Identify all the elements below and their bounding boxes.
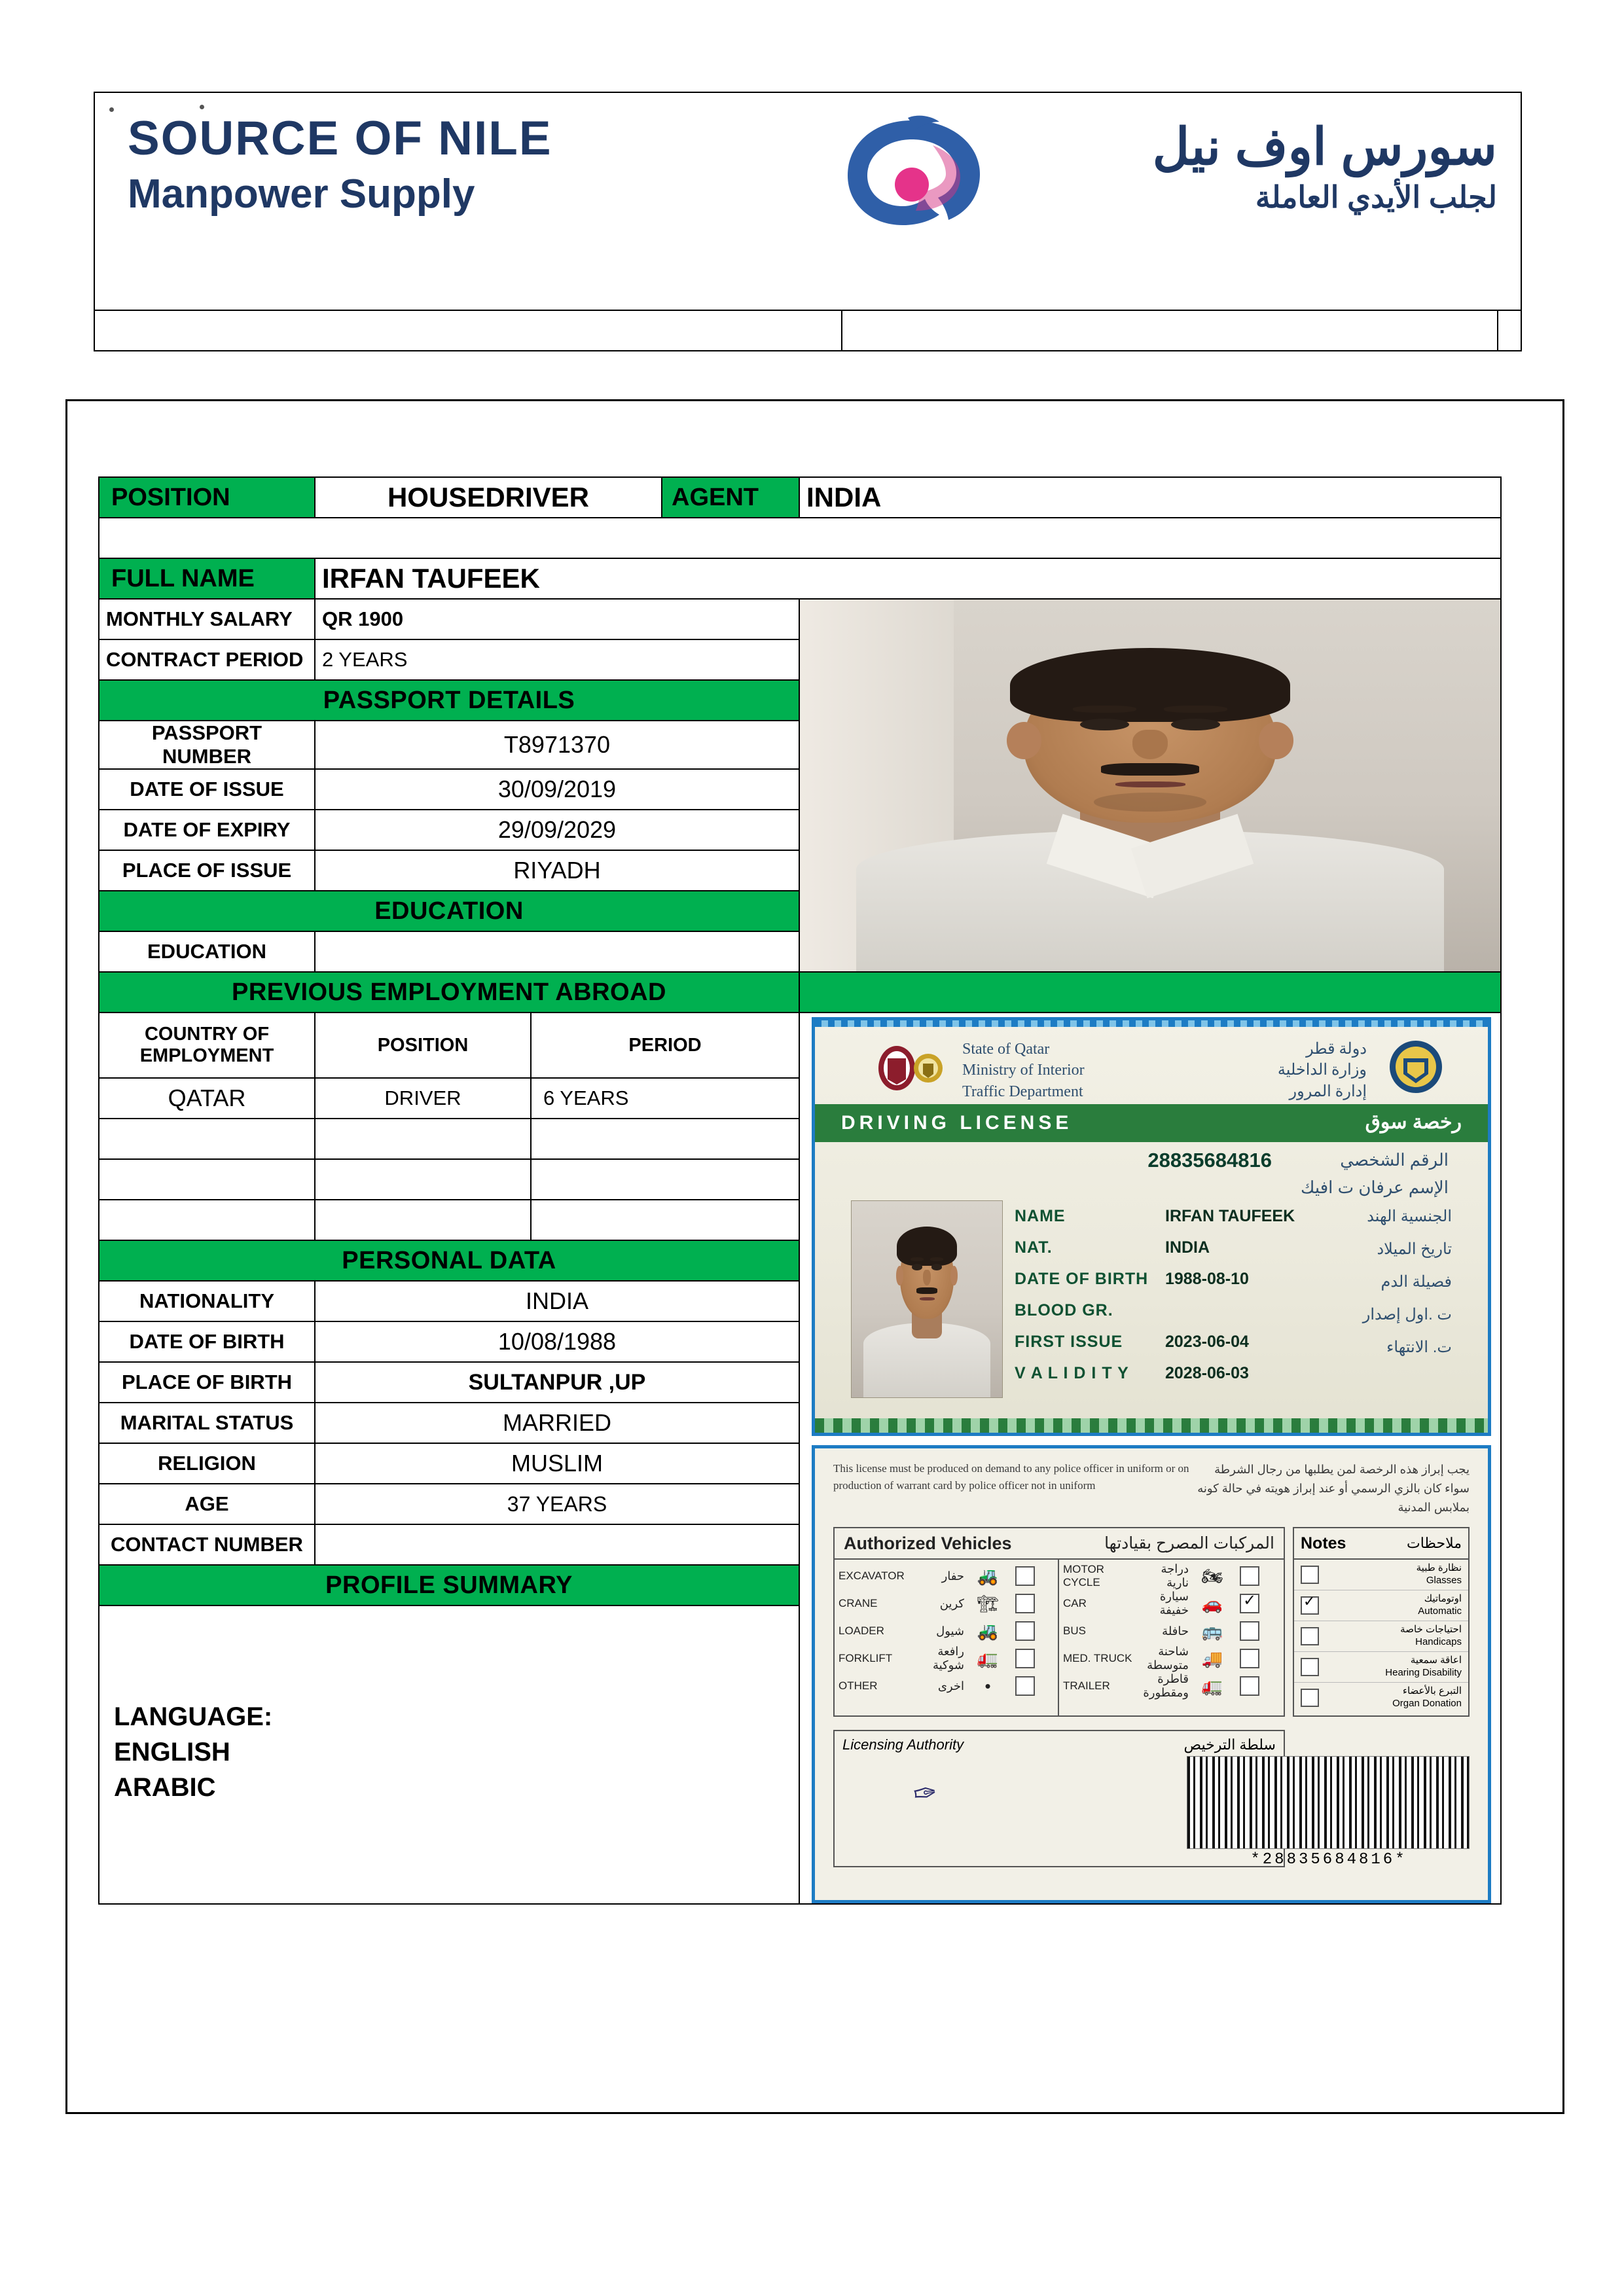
company-name-arabic-line1: سورس اوف نيل <box>1152 118 1497 175</box>
loader-icon: 🚜 <box>977 1621 999 1641</box>
note-row-hearing: اعاقة سمعية Hearing Disability <box>1294 1652 1468 1683</box>
letterhead-strip-cell-2 <box>842 311 1498 350</box>
license-field-nationality: NAT. INDIA <box>1015 1238 1210 1257</box>
marital-status-label: MARITAL STATUS <box>99 1403 315 1443</box>
prev-employment-position-2 <box>315 1119 531 1159</box>
glasses-checkbox[interactable] <box>1301 1566 1319 1584</box>
crane-icon: 🏗 <box>977 1593 999 1613</box>
profile-summary-body <box>99 1605 799 1904</box>
barcode-graphic <box>1187 1756 1470 1849</box>
license-field-blood-group: BLOOD GR. <box>1015 1301 1113 1319</box>
authorized-vehicles-title-ar: المركبات المصرح بقيادتها <box>1104 1534 1274 1552</box>
crane-checkbox[interactable] <box>1015 1594 1035 1613</box>
personal-data-section-title: PERSONAL DATA <box>99 1240 799 1281</box>
dob-label: DATE OF BIRTH <box>99 1321 315 1362</box>
driving-license-back <box>812 1445 1491 1903</box>
motorcycle-icon: 🏍 <box>1201 1566 1223 1586</box>
date-of-expiry-label: DATE OF EXPIRY <box>99 810 315 850</box>
truck-icon: 🚚 <box>1201 1648 1223 1668</box>
license-authority-ar: دولة قطر وزارة الداخلية إدارة المرور <box>1277 1041 1367 1100</box>
trailer-icon: 🚛 <box>1201 1676 1223 1696</box>
license-field-validity: V A L I D I T Y 2028-06-03 <box>1015 1364 1249 1382</box>
signature-graphic: ✑ <box>911 1776 940 1812</box>
vehicle-row-loader: LOADER شيول 🚜 <box>839 1617 1054 1645</box>
license-title-ar: رخصة سوق <box>1365 1111 1462 1133</box>
letterhead-strip-cell-1 <box>95 311 842 350</box>
prev-employment-country-1: QATAR <box>99 1078 315 1119</box>
gcc-emblem-icon <box>1380 1036 1452 1098</box>
prev-employment-header-period: PERIOD <box>531 1013 799 1078</box>
contact-number-value <box>315 1524 799 1565</box>
vehicle-row-bus: BUS حافلة 🚌 <box>1063 1617 1280 1645</box>
trailer-checkbox[interactable] <box>1240 1676 1259 1696</box>
qatar-emblem-icon <box>877 1039 946 1098</box>
passport-number-label: PASSPORT NUMBER <box>99 721 315 769</box>
position-value: HOUSEDRIVER <box>315 477 662 518</box>
prev-employment-header-country: COUNTRY OF EMPLOYMENT <box>99 1013 315 1078</box>
company-name-line2: Manpower Supply <box>128 171 475 217</box>
excavator-icon: 🚜 <box>977 1566 999 1586</box>
row-spacer <box>99 518 1501 558</box>
bus-icon: 🚌 <box>1201 1621 1223 1641</box>
license-personal-number-row <box>815 1149 1488 1176</box>
profile-summary-line-1: LANGUAGE: <box>114 1702 273 1731</box>
applicant-portrait-graphic <box>800 600 1500 971</box>
vehicle-row-forklift: FORKLIFT رافعة شوكية 🚛 <box>839 1645 1054 1672</box>
vehicle-row-car: CAR سيارة خفيفة 🚗 ✓ <box>1063 1590 1280 1617</box>
letterhead-bottom-strip <box>94 311 1522 351</box>
profile-summary-line-2: ENGLISH <box>114 1738 230 1767</box>
license-notes-box <box>1293 1527 1470 1717</box>
authorized-vehicles-left-column <box>835 1560 1059 1717</box>
prev-employment-country-3 <box>99 1159 315 1200</box>
bus-checkbox[interactable] <box>1240 1621 1259 1641</box>
religion-value: MUSLIM <box>315 1443 799 1484</box>
automatic-checkbox[interactable] <box>1301 1596 1319 1615</box>
authorized-vehicles-right-column <box>1059 1560 1284 1717</box>
agent-value: INDIA <box>799 477 1501 518</box>
contract-label: CONTRACT PERIOD <box>99 639 315 680</box>
vehicle-row-crane: CRANE كرين 🏗 <box>839 1590 1054 1617</box>
company-name-arabic-line2: لجلب الأيدي العاملة <box>1255 179 1497 214</box>
authorized-vehicles-title-en: Authorized Vehicles <box>844 1534 1012 1553</box>
education-label: EDUCATION <box>99 931 315 972</box>
notes-title-ar: ملاحظات <box>1407 1535 1462 1551</box>
vehicle-row-other: OTHER اخرى • <box>839 1672 1054 1700</box>
passport-section-title: PASSPORT DETAILS <box>99 680 799 721</box>
row-monthly-salary <box>99 599 1501 639</box>
row-position <box>99 477 1501 518</box>
notes-title-en: Notes <box>1301 1534 1346 1552</box>
profile-summary-line-3: ARABIC <box>114 1773 216 1802</box>
license-field-first-issue: FIRST ISSUE 2023-06-04 <box>1015 1333 1249 1351</box>
driving-license-images <box>799 1013 1501 1904</box>
age-value: 37 YEARS <box>315 1484 799 1524</box>
applicant-photo <box>799 599 1501 972</box>
driving-license-front <box>812 1017 1491 1436</box>
license-notice-en: This license must be produced on demand to any police officer in uniform or on production of warrant card by police officer not in uniform <box>833 1462 1189 1492</box>
prev-employment-country-2 <box>99 1119 315 1159</box>
authorized-vehicles-box <box>833 1527 1285 1717</box>
license-name-ar: الإسم عرفان ت افيك <box>1300 1177 1449 1197</box>
prev-employment-country-4 <box>99 1200 315 1240</box>
loader-checkbox[interactable] <box>1015 1621 1035 1641</box>
hearing-disability-checkbox[interactable] <box>1301 1658 1319 1676</box>
row-prev-employment-section <box>99 972 1501 1013</box>
place-of-issue-value: RIYADH <box>315 850 799 891</box>
license-notice-ar: يجب إبراز هذه الرخصة لمن يطلبها من رجال الشرطة سواء كان بالزي الرسمي أو عند إبراز هويته في حالة كونه بملابس المدنية <box>1197 1463 1470 1514</box>
letterhead-strip-cell-3 <box>1498 311 1521 350</box>
contact-number-label: CONTACT NUMBER <box>99 1524 315 1565</box>
handicaps-checkbox[interactable] <box>1301 1627 1319 1645</box>
agent-label: AGENT <box>662 477 799 518</box>
license-authority-en: State of Qatar Ministry of Interior Traffic Department <box>962 1041 1085 1100</box>
prev-employment-position-4 <box>315 1200 531 1240</box>
vehicle-row-trailer: TRAILER قاطرة ومقطورة 🚛 <box>1063 1672 1280 1700</box>
prev-employment-header-position: POSITION <box>315 1013 531 1078</box>
education-section-title: EDUCATION <box>99 891 799 931</box>
company-logo-icon <box>835 113 992 253</box>
date-of-issue-label: DATE OF ISSUE <box>99 769 315 810</box>
license-field-labels-ar: الجنسية الهند تاريخ الميلاد فصيلة الدم ت .اول إصدار ت. الانتهاء <box>1362 1208 1452 1356</box>
place-of-issue-label: PLACE OF ISSUE <box>99 850 315 891</box>
license-personal-number-label-ar: الرقم الشخصي <box>1340 1150 1449 1170</box>
note-row-organ-donation: التبرع بالأعضاء Organ Donation <box>1294 1683 1468 1713</box>
prev-employment-period-4 <box>531 1200 799 1240</box>
prev-employment-position-1: DRIVER <box>315 1078 531 1119</box>
pob-label: PLACE OF BIRTH <box>99 1362 315 1403</box>
company-name-line1: SOURCE OF NILE <box>128 112 552 165</box>
education-value <box>315 931 799 972</box>
organ-donation-checkbox[interactable] <box>1301 1689 1319 1707</box>
row-prev-employment-headers <box>99 1013 1501 1078</box>
fullname-value: IRFAN TAUFEEK <box>315 558 1501 599</box>
age-label: AGE <box>99 1484 315 1524</box>
note-row-glasses: نظارة طبية Glasses <box>1294 1560 1468 1590</box>
note-row-automatic: ✓ اوتوماتيك Automatic <box>1294 1590 1468 1621</box>
other-vehicle-checkbox[interactable] <box>1015 1676 1035 1696</box>
license-title-en: DRIVING LICENSE <box>841 1112 1073 1134</box>
car-checkbox[interactable] <box>1240 1594 1259 1613</box>
nationality-label: NATIONALITY <box>99 1281 315 1321</box>
salary-value: QR 1900 <box>315 599 799 639</box>
license-notes-header <box>1294 1528 1468 1560</box>
license-fields <box>1015 1207 1322 1395</box>
vehicle-row-excavator: EXCAVATOR حفار 🚜 <box>839 1562 1054 1590</box>
position-label: POSITION <box>99 477 315 518</box>
passport-number-value: T8971370 <box>315 721 799 769</box>
letterhead <box>94 92 1522 311</box>
prev-employment-period-1: 6 YEARS <box>531 1078 799 1119</box>
prev-employment-section-title: PREVIOUS EMPLOYMENT ABROAD <box>99 972 799 1013</box>
prev-employment-period-2 <box>531 1119 799 1159</box>
profile-summary-section-title: PROFILE SUMMARY <box>99 1565 799 1605</box>
license-title-band <box>815 1104 1488 1142</box>
contract-value: 2 YEARS <box>315 639 799 680</box>
date-of-issue-value: 30/09/2019 <box>315 769 799 810</box>
authorized-vehicles-header <box>835 1528 1284 1560</box>
med-truck-checkbox[interactable] <box>1240 1649 1259 1668</box>
license-field-name: NAME IRFAN TAUFEEK <box>1015 1207 1295 1225</box>
nationality-value: INDIA <box>315 1281 799 1321</box>
prev-employment-period-3 <box>531 1159 799 1200</box>
religion-label: RELIGION <box>99 1443 315 1484</box>
salary-label: MONTHLY SALARY <box>99 599 315 639</box>
other-vehicle-icon: • <box>984 1676 991 1696</box>
licensing-authority-label-en: Licensing Authority <box>842 1736 964 1753</box>
forklift-checkbox[interactable] <box>1015 1649 1035 1668</box>
fullname-label: FULL NAME <box>99 558 315 599</box>
dob-value: 10/08/1988 <box>315 1321 799 1362</box>
company-name-arabic-block <box>1000 119 1497 215</box>
prev-employment-position-3 <box>315 1159 531 1200</box>
licensing-authority-label-ar: سلطة الترخيص <box>1183 1736 1276 1753</box>
company-name-block <box>128 113 691 219</box>
vehicle-row-med-truck: MED. TRUCK شاحنة متوسطة 🚚 <box>1063 1645 1280 1672</box>
license-field-dob: DATE OF BIRTH 1988-08-10 <box>1015 1270 1249 1288</box>
spacer-cell <box>99 518 1501 558</box>
date-of-expiry-value: 29/09/2029 <box>315 810 799 850</box>
note-row-handicaps: احتياجات خاصة Handicaps <box>1294 1621 1468 1652</box>
forklift-icon: 🚛 <box>977 1648 999 1668</box>
excavator-checkbox[interactable] <box>1015 1566 1035 1586</box>
license-personal-number: 28835684816 <box>1147 1149 1272 1172</box>
barcode-number: *28835684816* <box>1250 1851 1407 1869</box>
row-fullname <box>99 558 1501 599</box>
vehicle-row-motorcycle: MOTOR CYCLE دراجة نارية 🏍 <box>1063 1562 1280 1590</box>
prev-employment-band-filler <box>799 972 1501 1013</box>
pob-value: SULTANPUR ,UP <box>315 1362 799 1403</box>
cv-table <box>98 476 1502 1905</box>
marital-status-value: MARRIED <box>315 1403 799 1443</box>
motorcycle-checkbox[interactable] <box>1240 1566 1259 1586</box>
license-photo <box>851 1200 1003 1398</box>
car-icon: 🚗 <box>1201 1593 1223 1613</box>
